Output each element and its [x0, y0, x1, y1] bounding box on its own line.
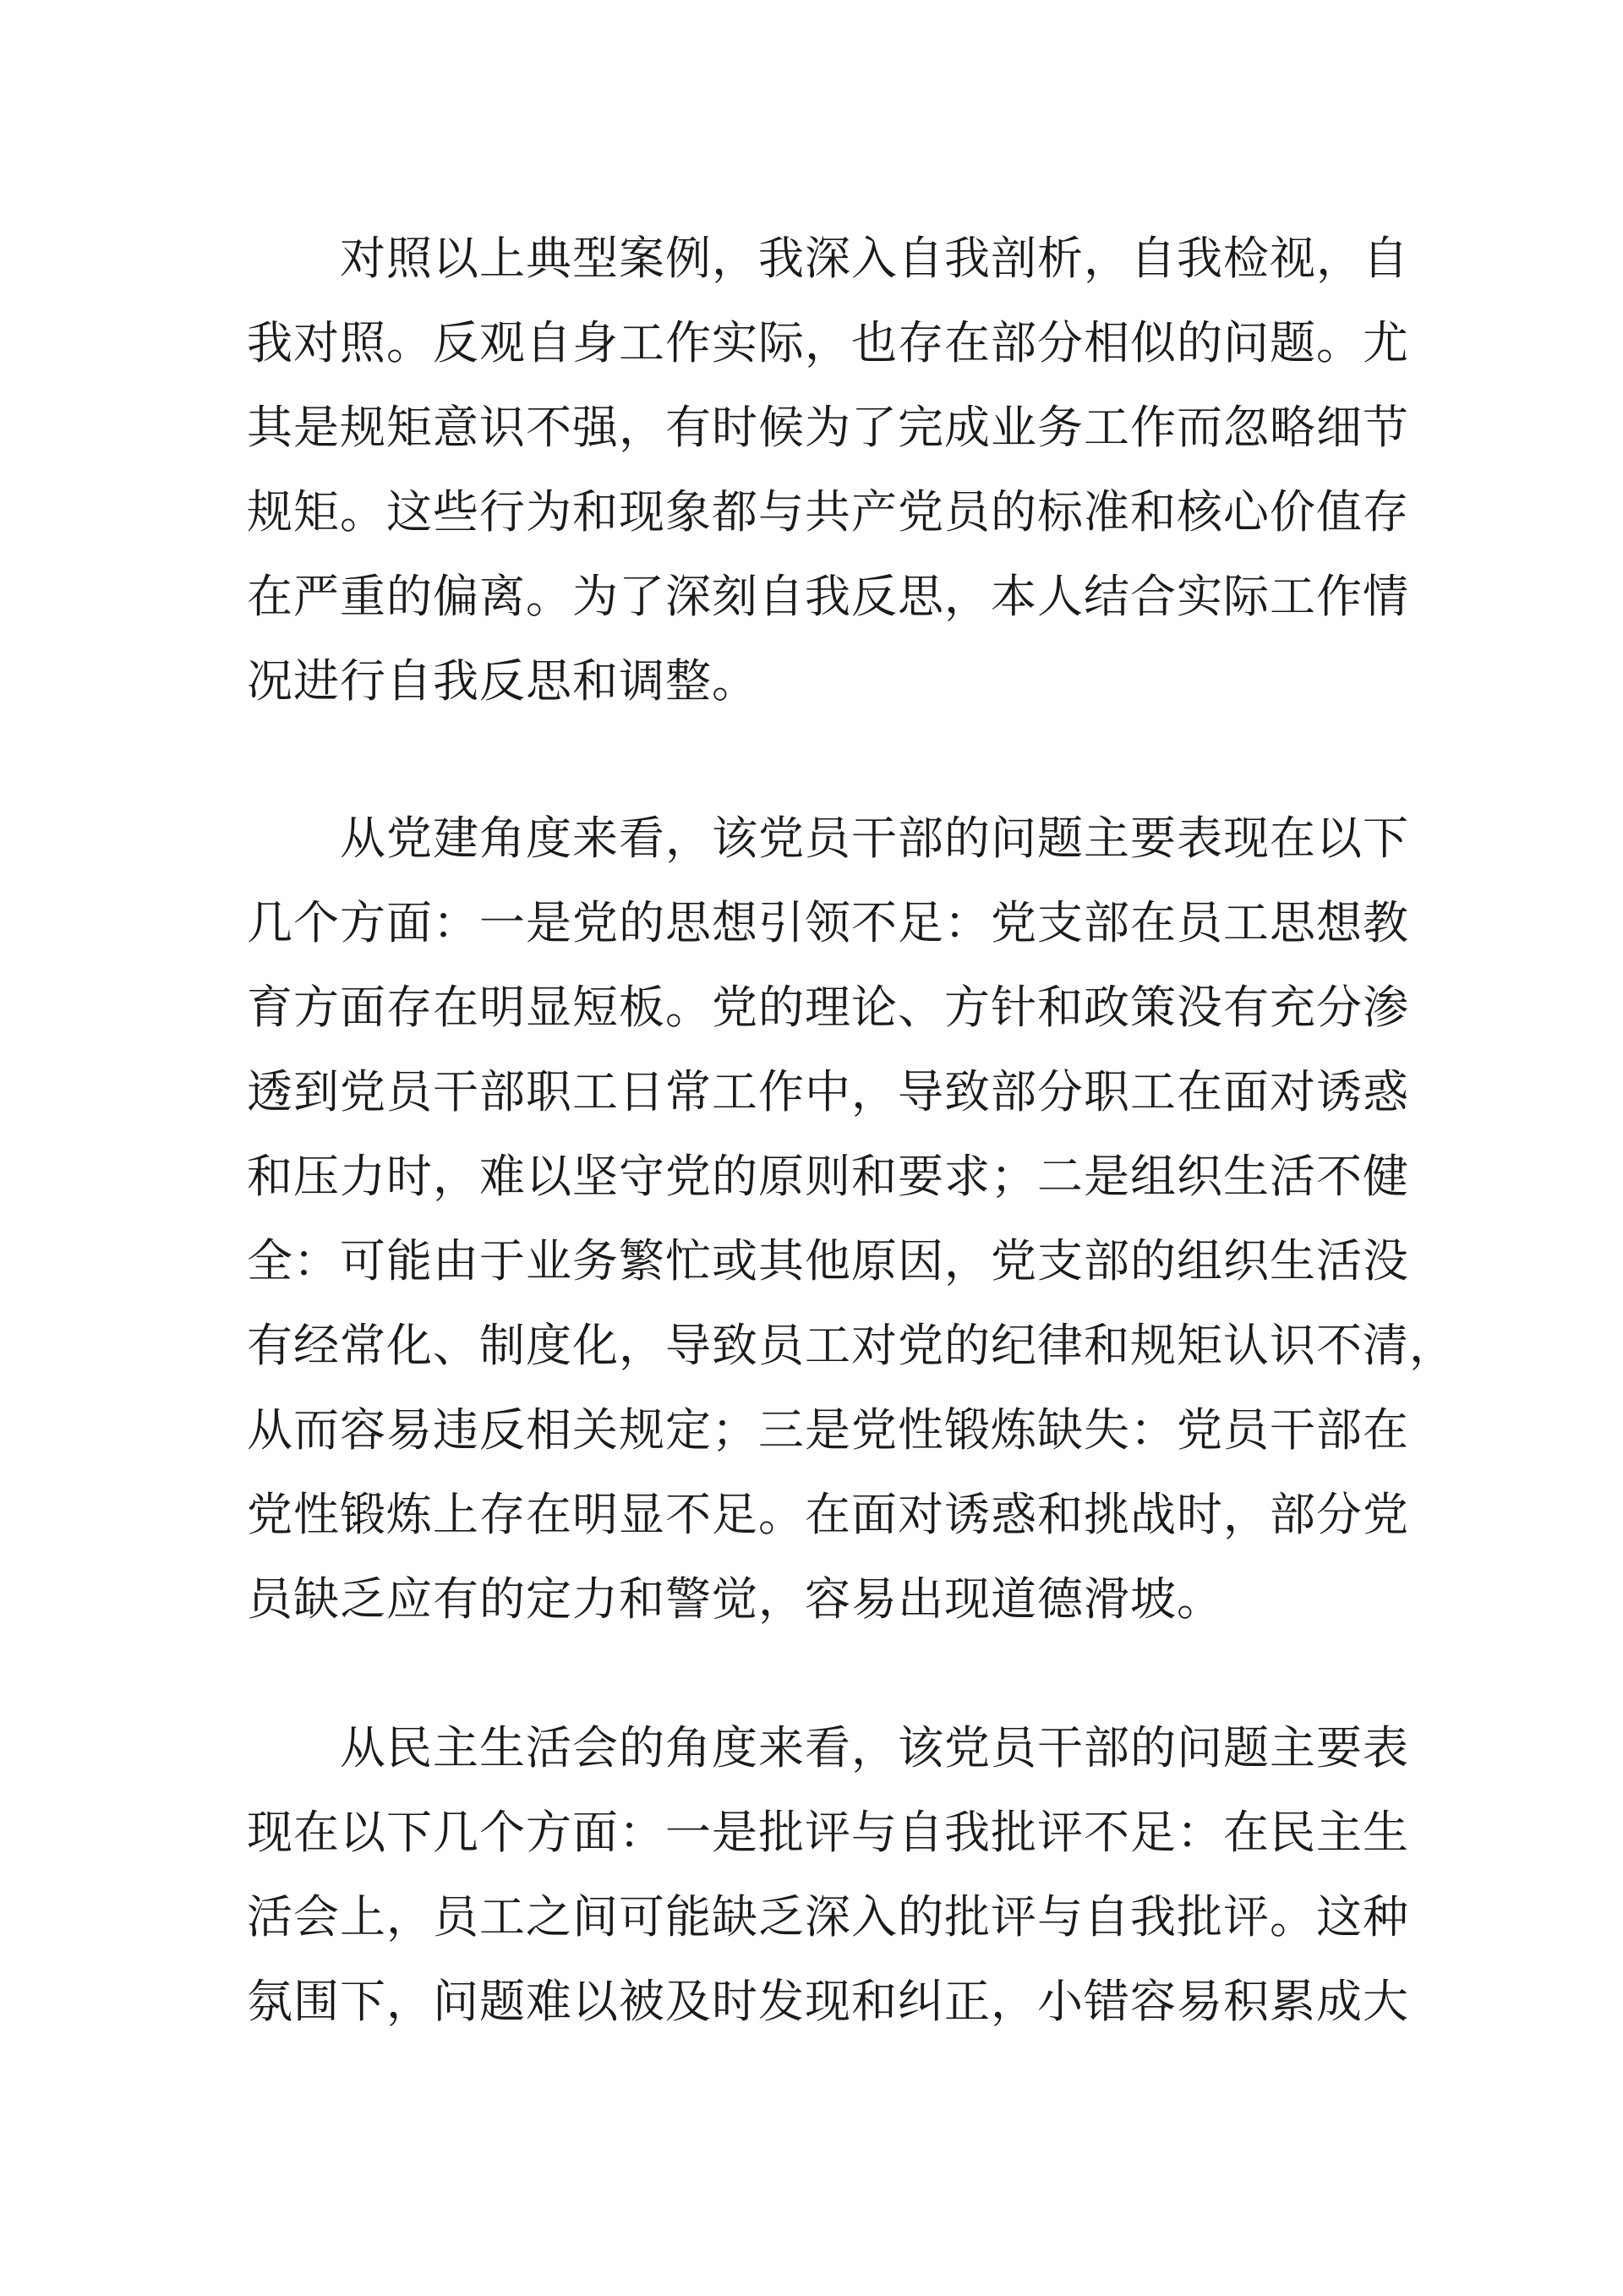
- paragraph-line: 育方面存在明显短板。党的理论、方针和政策没有充分渗: [247, 981, 1409, 1034]
- paragraph-line: 我对照。反观自身工作实际，也存在部分相似的问题。尤: [247, 316, 1409, 369]
- paragraph-line: 透到党员干部职工日常工作中，导致部分职工在面对诱惑: [247, 1065, 1409, 1118]
- paragraph-line: 有经常化、制度化，导致员工对党的纪律和规矩认识不清，: [247, 1319, 1456, 1372]
- paragraph-democratic-life: [247, 1706, 1409, 2044]
- paragraph-line: 从而容易违反相关规定；三是党性锻炼缺失：党员干部在: [247, 1403, 1409, 1457]
- paragraph-line: 对照以上典型案例，我深入自我剖析，自我检视，自: [340, 232, 1409, 285]
- paragraph-line: 几个方面：一是党的思想引领不足：党支部在员工思想教: [247, 896, 1409, 949]
- paragraph-self-reflection: [247, 216, 1409, 724]
- paragraph-line: 况进行自我反思和调整。: [247, 654, 758, 708]
- paragraph-line: 活会上，员工之间可能缺乏深入的批评与自我批评。这种: [247, 1890, 1409, 1943]
- paragraph-party-building: [247, 796, 1456, 1642]
- paragraph-line: 其是规矩意识不强，有时候为了完成业务工作而忽略细节: [247, 401, 1409, 454]
- paragraph-line: 从党建角度来看，该党员干部的问题主要表现在以下: [340, 812, 1409, 865]
- paragraph-line: 和压力时，难以坚守党的原则和要求；二是组织生活不健: [247, 1150, 1409, 1203]
- paragraph-line: 党性锻炼上存在明显不足。在面对诱惑和挑战时，部分党: [247, 1488, 1409, 1541]
- paragraph-line: 员缺乏应有的定力和警觉，容易出现道德滑坡。: [247, 1572, 1223, 1626]
- paragraph-line: 在严重的偏离。为了深刻自我反思，本人结合实际工作情: [247, 570, 1409, 623]
- paragraph-line: 规矩。这些行为和现象都与共产党员的标准和核心价值存: [247, 485, 1409, 538]
- paragraph-line: 从民主生活会的角度来看，该党员干部的问题主要表: [340, 1721, 1409, 1774]
- paragraph-line: 现在以下几个方面：一是批评与自我批评不足：在民主生: [247, 1806, 1409, 1859]
- paragraph-line: 氛围下，问题难以被及时发现和纠正，小错容易积累成大: [247, 1975, 1409, 2028]
- paragraph-line: 全：可能由于业务繁忙或其他原因，党支部的组织生活没: [247, 1234, 1409, 1287]
